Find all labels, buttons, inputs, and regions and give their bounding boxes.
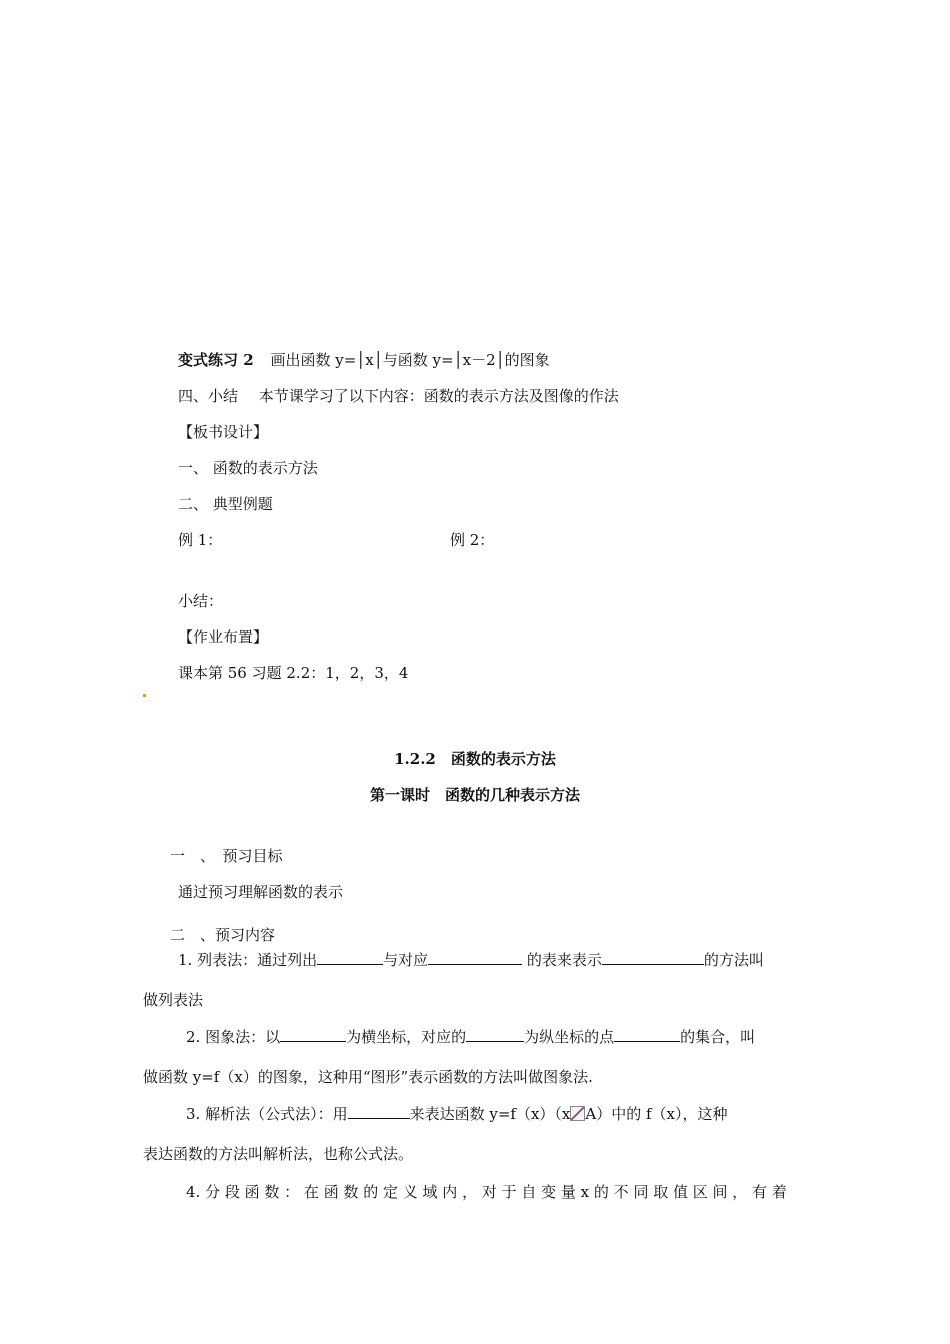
board-example-1: 例 1： [178, 531, 223, 549]
p2-part-d: 的集合，叫 [680, 1028, 756, 1046]
exercise-line [178, 350, 550, 370]
element-of-symbol-icon [570, 1106, 585, 1121]
p2-part-a: 2. 图象法：以 [186, 1028, 281, 1046]
board-item-1: 一、 函数的表示方法 [178, 459, 318, 477]
p3-part-c: A）中的 f（x），这种 [585, 1105, 728, 1123]
board-example-2: 例 2： [450, 531, 495, 549]
p3-part-a: 3. 解析法（公式法）：用 [186, 1105, 348, 1123]
board-item-2: 二、 典型例题 [178, 495, 273, 513]
paragraph-1-line-1 [178, 950, 764, 970]
paragraph-4-line-1: 4. 分 段 函 数 ： 在 函 数 的 定 义 域 内 ， 对 于 自 变 量 x 的 不 同 取 值 区 间 ， 有 着 [186, 1183, 787, 1201]
p2-part-b: 为横坐标，对应的 [346, 1028, 467, 1046]
summary-text: 本节课学习了以下内容：函数的表示方法及图像的作法 [258, 387, 619, 405]
summary-label: 四、小结 [178, 387, 239, 405]
homework-title: 【作业布置】 [178, 628, 269, 646]
section-subheading: 第一课时 函数的几种表示方法 [369, 786, 580, 804]
board-title: 【板书设计】 [178, 423, 269, 441]
summary-line [178, 386, 619, 406]
paragraph-2-line-1 [186, 1027, 755, 1047]
board-recap: 小结： [178, 592, 224, 610]
p1-part-d: 的方法叫 [703, 951, 764, 969]
blank [348, 1104, 410, 1119]
preview-goal-label: 一 、 预习目标 [170, 847, 283, 865]
blank [602, 950, 704, 965]
section-heading: 1.2.2 函数的表示方法 [394, 750, 556, 768]
p2-part-c: 为纵坐标的点 [524, 1028, 615, 1046]
p1-part-c: 的表来表示 [522, 951, 602, 969]
paragraph-1-line-2: 做列表法 [143, 991, 204, 1009]
exercise-text: 画出函数 y=│x│与函数 y=│x－2│的图象 [270, 351, 550, 369]
preview-goal-text: 通过预习理解函数的表示 [178, 883, 344, 901]
homework-text: 课本第 56 习题 2.2：1，2，3，4 [178, 664, 409, 682]
blank [317, 950, 383, 965]
blank [280, 1027, 346, 1042]
exercise-label: 变式练习 2 [178, 351, 254, 369]
paragraph-3-line-2: 表达函数的方法叫解析法，也称公式法。 [143, 1145, 414, 1163]
p1-part-b: 与对应 [383, 951, 429, 969]
preview-content-label: 二 、预习内容 [170, 926, 276, 944]
blank [614, 1027, 680, 1042]
p3-part-b: 来表达函数 y=f（x）（x [409, 1105, 571, 1123]
p1-part-a: 1. 列表法：通过列出 [178, 951, 318, 969]
paragraph-2-line-2: 做函数 y=f（x）的图象，这种用“图形”表示函数的方法叫做图象法. [143, 1068, 593, 1086]
stray-mark [143, 694, 146, 697]
blank [428, 950, 522, 965]
blank [466, 1027, 524, 1042]
paragraph-3-line-1 [186, 1104, 728, 1124]
